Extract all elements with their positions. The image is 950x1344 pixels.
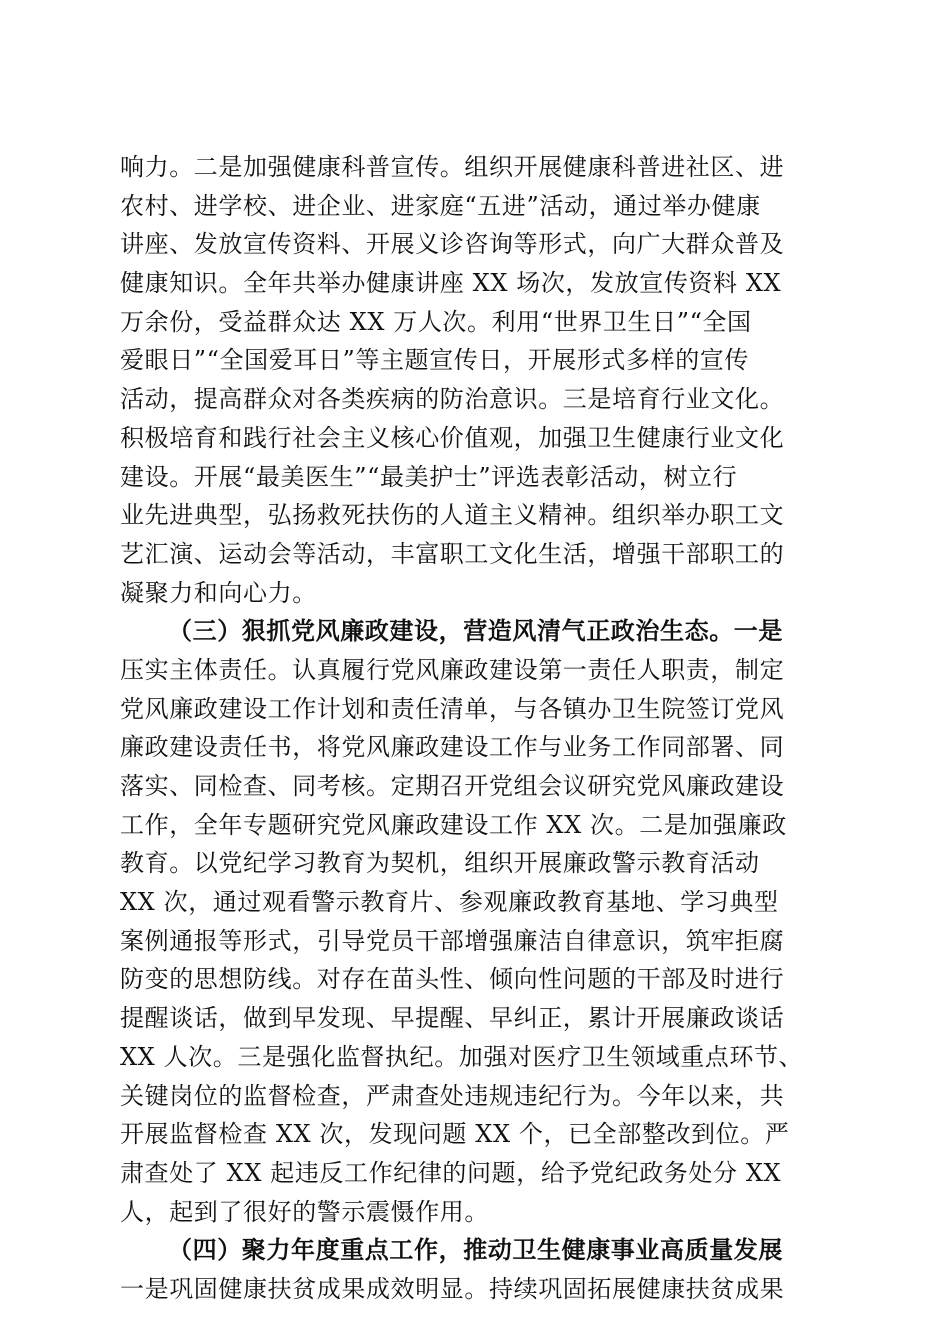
text-line: 凝聚力和向心力。	[120, 578, 317, 607]
text-line: 教育。以党纪学习教育为契机，组织开展廉政警示教育活动	[120, 849, 760, 878]
text-line: 提醒谈话，做到早发现、早提醒、早纠正，累计开展廉政谈话	[120, 1004, 785, 1033]
text-line: 活动，提高群众对各类疾病的防治意识。三是培育行业文化。	[120, 385, 785, 414]
section-heading-4: （四）聚力年度重点工作，推动卫生健康事业高质量发展	[168, 1235, 783, 1265]
text-line: 肃查处了 XX 起违反工作纪律的问题，给予党纪政务处分 XX	[120, 1158, 782, 1187]
text-line: 艺汇演、运动会等活动，丰富职工文化生活，增强干部职工的	[120, 539, 785, 568]
text-line: 业先进典型，弘扬救死扶伤的人道主义精神。组织举办职工文	[120, 501, 785, 530]
text-line: 落实、同检查、同考核。定期召开党组会议研究党风廉政建设	[120, 772, 785, 800]
text-line: 讲座、发放宣传资料、开展义诊咨询等形式，向广大群众普及	[120, 230, 785, 259]
text-line: 开展监督检查 XX 次，发现问题 XX 个，已全部整改到位。严	[120, 1120, 790, 1149]
text-line: XX 次，通过观看警示教育片、参观廉政教育基地、学习典型	[120, 888, 779, 917]
text-line: 关键岗位的监督检查，严肃查处违规违纪行为。今年以来，共	[120, 1081, 785, 1110]
text-line: 党风廉政建设工作计划和责任清单，与各镇办卫生院签订党风	[120, 694, 785, 723]
text-line: 压实主体责任。认真履行党风廉政建设第一责任人职责，制定	[120, 655, 785, 684]
text-line: 人，起到了很好的警示震慑作用。	[120, 1197, 489, 1226]
text-line: 健康知识。全年共举办健康讲座 XX 场次，发放宣传资料 XX	[120, 269, 782, 298]
text-line: 农村、进学校、进企业、进家庭“五进”活动，通过举办健康	[120, 191, 761, 220]
text-line: 一是巩固健康扶贫成果成效明显。持续巩固拓展健康扶贫成果	[120, 1274, 785, 1303]
text-line: 建设。开展“最美医生”“最美护士”评选表彰活动，树立行	[120, 462, 738, 491]
text-line: 防变的思想防线。对存在苗头性、倾向性问题的干部及时进行	[120, 965, 785, 994]
text-line: 积极培育和践行社会主义核心价值观，加强卫生健康行业文化	[120, 423, 785, 452]
text-line: 响力。二是加强健康科普宣传。组织开展健康科普进社区、进	[120, 153, 785, 181]
section-heading-3: （三）狠抓党风廉政建设，营造风清气正政治生态。一是	[168, 616, 783, 646]
text-line: 爱眼日”“全国爱耳日”等主题宣传日，开展形式多样的宣传	[120, 346, 750, 375]
text-line: XX 人次。三是强化监督执纪。加强对医疗卫生领域重点环节、	[120, 1042, 804, 1071]
document-page	[120, 148, 826, 1309]
text-line: 廉政建设责任书，将党风廉政建设工作与业务工作同部署、同	[120, 733, 785, 762]
text-line: 工作，全年专题研究党风廉政建设工作 XX 次。二是加强廉政	[120, 810, 787, 839]
text-line: 万余份，受益群众达 XX 万人次。利用“世界卫生日”“全国	[120, 307, 752, 336]
text-line: 案例通报等形式，引导党员干部增强廉洁自律意识，筑牢拒腐	[120, 926, 785, 955]
